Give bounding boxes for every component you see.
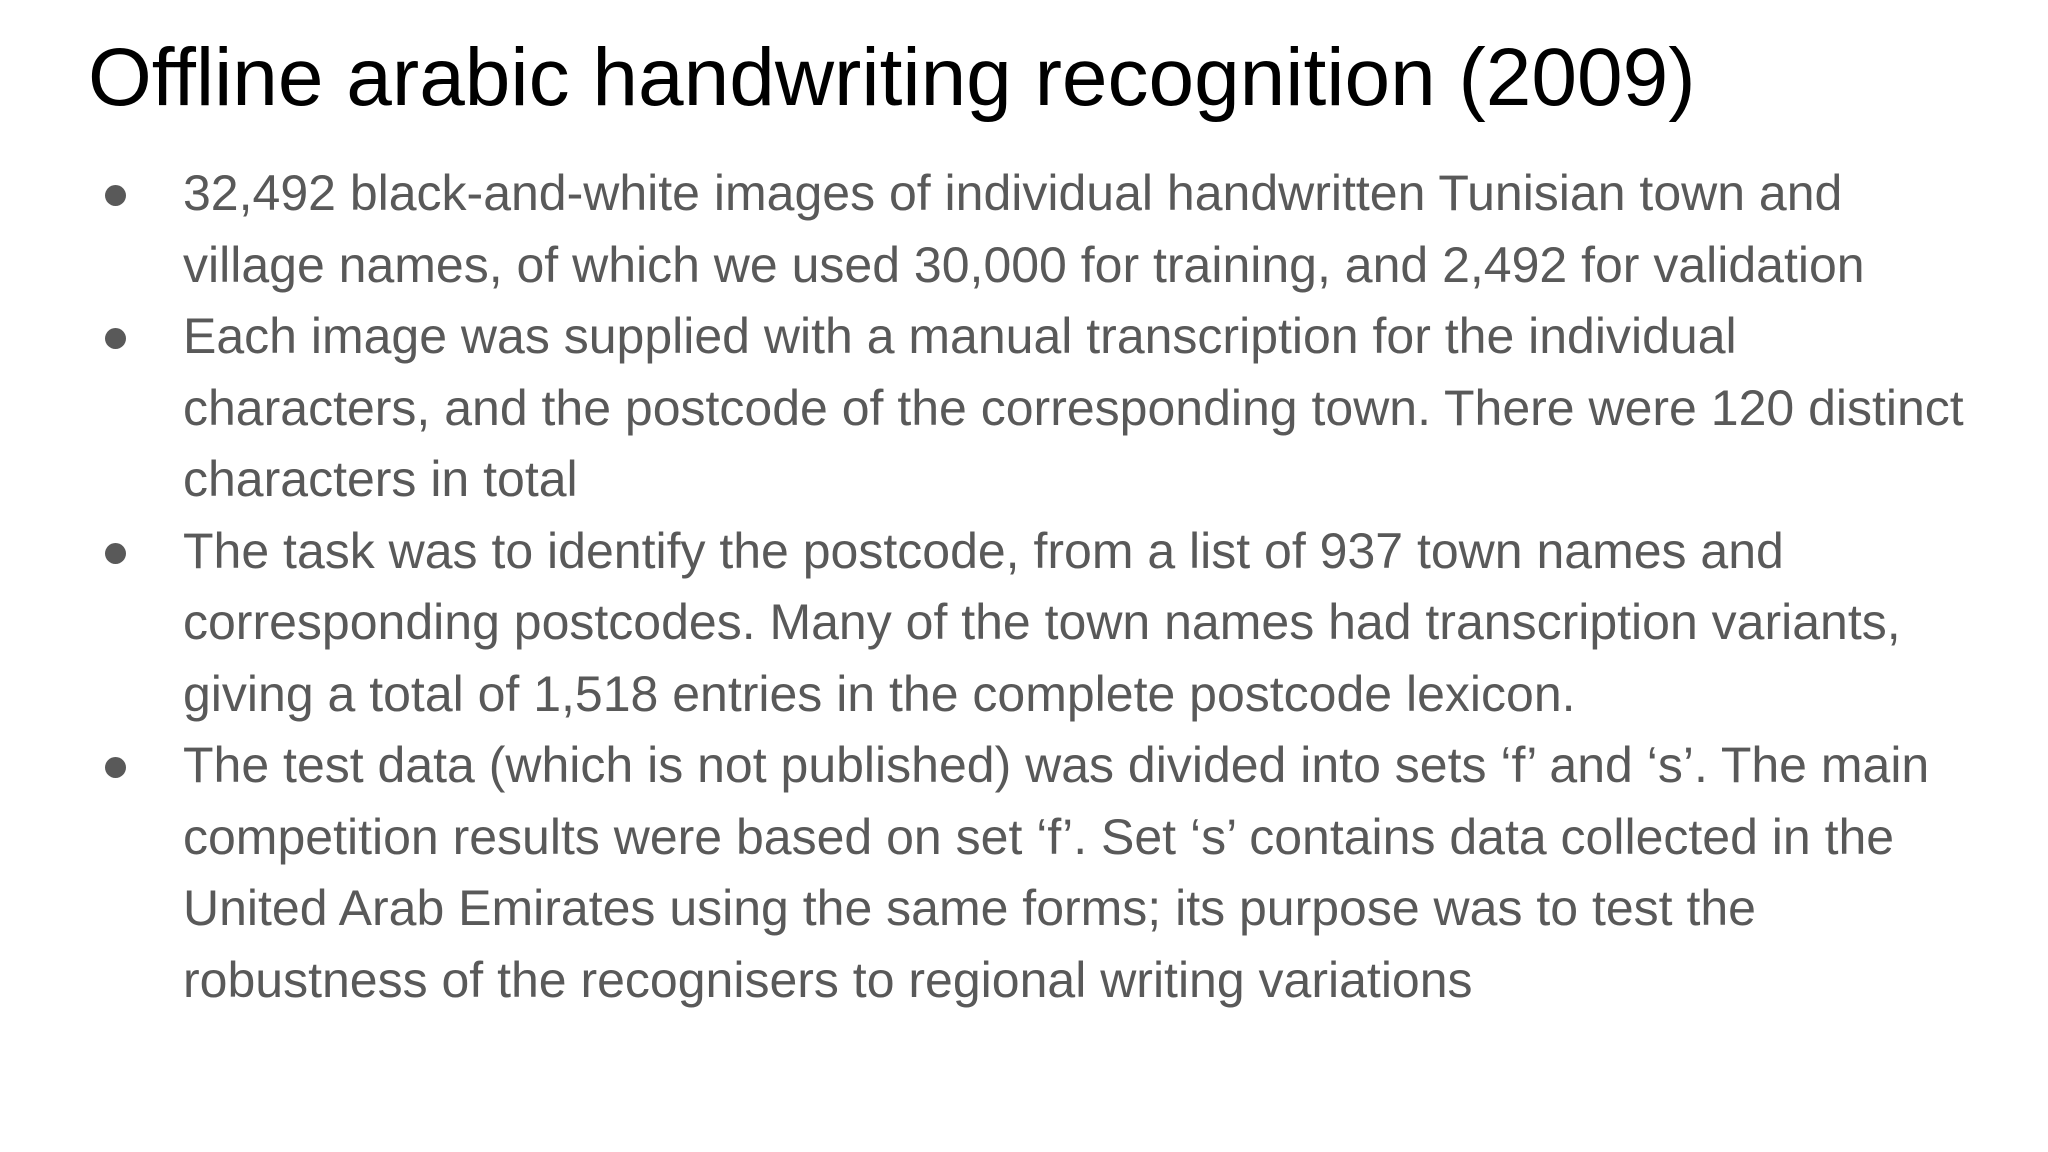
bullet-text: 32,492 black-and-white images of individual handwritten Tunisian town and village names, of which we used 30,000 for training, and 2,492 for validation (183, 165, 1865, 293)
bullet-text: The test data (which is not published) was divided into sets ‘f’ and ‘s’. The main competition results were based on set ‘f’. Set ‘s’ contains data collected in the United Arab Emirates using the same forms; its purpose was to test the robustness of the recognisers to regional writing variations (183, 737, 1930, 1008)
bullet-point-icon (105, 757, 126, 778)
bullet-point-icon (105, 328, 126, 349)
bullet-text: The task was to identify the postcode, from a list of 937 town names and corresponding postcodes. Many of the town names had transcription variants, giving a total of 1,518 entries in the complete postcode lexicon. (183, 522, 1901, 722)
bullet-text: Each image was supplied with a manual transcription for the individual characters, and the postcode of the corresponding town. There were 120 distinct characters in total (183, 308, 1964, 507)
bullet-item (0, 158, 2048, 301)
bullet-item (0, 301, 2048, 516)
bullet-item (0, 730, 2048, 1016)
bullet-list (0, 158, 2048, 1016)
bullet-point-icon (105, 185, 126, 206)
bullet-point-icon (105, 543, 126, 564)
bullet-item (0, 516, 2048, 731)
slide-title: Offline arabic handwriting recognition (2009) (88, 32, 1696, 123)
